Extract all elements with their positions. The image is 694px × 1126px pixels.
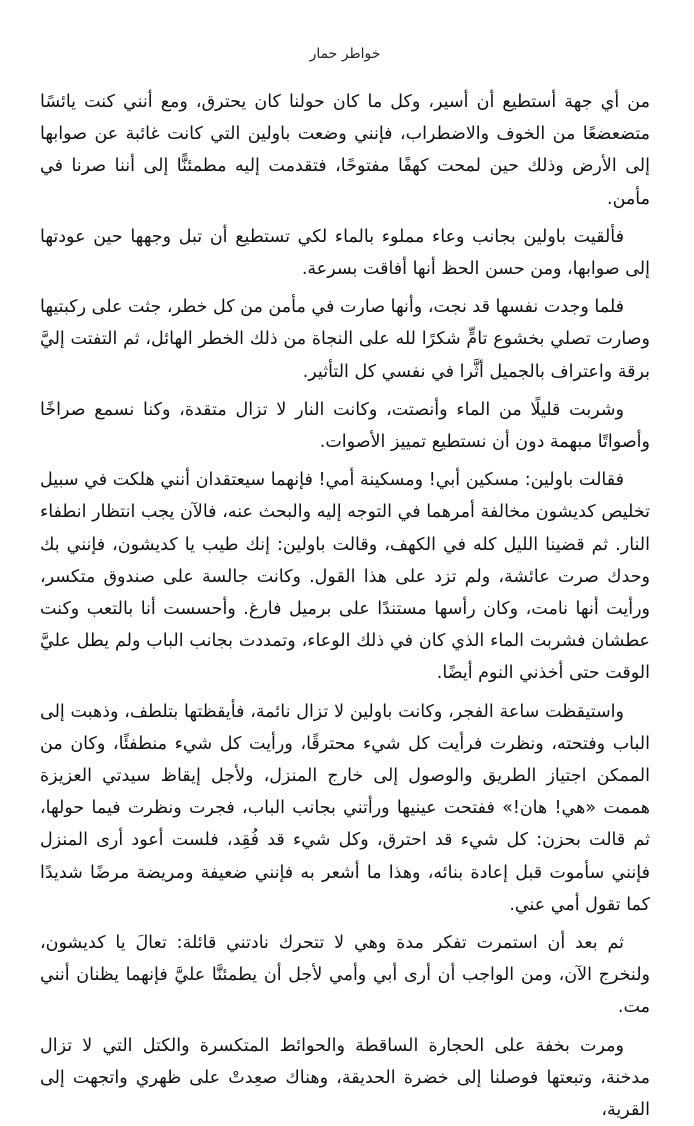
paragraph-3: فلما وجدت نفسها قد نجت، وأنها صارت في مأمن من كل خطر، جثت على ركبتيها وصارت تصلي بخشوع تامٍّ شكرًا لله على النجاة من ذلك الخطر الهائل، ثم التفتت إليَّ برقة واعتراف بالجميل أثَّرا في نفسي كل التأثير. [40, 297, 650, 382]
paragraph-7: ثم بعد أن استمرت تفكر مدة وهي لا تتحرك نادتني قائلة: تعالَ يا كديشون، ولنخرج الآن، ومن الواجب أن أرى أبي وأمي لأجل أن يطمئنَّا عليَّ فإنهما يظنان أنني مت. [40, 933, 650, 1018]
paragraph-2: فألقيت باولين بجانب وعاء مملوء بالماء لكي تستطيع أن تبل وجهها حين عودتها إلى صوابها، ومن حسن الحظ أنها أفاقت بسرعة. [40, 226, 650, 280]
paragraph-5: فقالت باولين: مسكين أبي! ومسكينة أمي! فإنهما سيعتقدان أنني هلكت في سبيل تخليص كديشون مخالفة أمرهما في التوجه إليه والبحث عنه، فالآن يجب انتظار انطفاء النار. ثم قضينا الليل كله في الكهف، وقالت باولين: إنك طيب يا كديشون، فإنني بك وحدك صرت عائشة، ولم تزد على هذا القول. وكانت جالسة على صندوق متكسر، ورأيت أنها نامت، وكان رأسها مستندًا على برميل فارغ. وأحسست أنا بالتعب وكنت عطشان فشربت الماء الذي كان في ذلك الوعاء، وتمددت بجانب الباب ولم يطل عليَّ الوقت حتى أخذني النوم أيضًا. [40, 470, 650, 684]
running-header: خواطر حمار [309, 46, 381, 62]
body-text [40, 86, 650, 1126]
paragraph-1: من أي جهة أستطيع أن أسير، وكل ما كان حولنا كان يحترق، ومع أنني كنت يائسًا متضعضعًا من الخوف والاضطراب، فإنني وضعت باولين التي كانت غائبة عن صوابها إلى الأرض وذلك حين لمحت كهفًا مفتوحًا، فتقدمت إليه مطمئنًّا إلى أننا صرنا في مأمن. [40, 92, 650, 209]
paragraph-8: ومرت بخفة على الحجارة الساقطة والحوائط المتكسرة والكتل التي لا تزال مدخنة، وتبعتها فوصلنا إلى خضرة الحديقة، وهناك صعِدتْ على ظهري واتجهت إلى القرية، [40, 1035, 650, 1121]
paragraph-6: واستيقظت ساعة الفجر، وكانت باولين لا تزال نائمة، فأيقظتها بتلطف، وذهبت إلى الباب وفتحته، ونظرت فرأيت كل شيء محترقًا، ورأيت كل شيء منطفئًا، وكان من الممكن اجتياز الطريق والوصول إلى خارج المنزل، ولأجل إيقاظ سيدتي العزيزة هممت «هي! هان!» ففتحت عينيها ورأتني بجانب الباب، فجرت ونظرت فيما حولها، ثم قالت بحزن: كل شيء قد احترق، وكل شيء قد فُقِد، فلست أعود أرى المنزل فإنني سأموت قبل إعادة بنائه، وهذا ما أشعر به فإنني ضعيفة ومريضة مرضًا شديدًا كما تقول أمي عني. [40, 701, 650, 915]
paragraph-4: وشربت قليلًا من الماء وأنصتت، وكانت النار لا تزال متقدة، وكنا نسمع صراخًا وأصواتًا مبهمة دون أن نستطيع تمييز الأصوات. [40, 399, 650, 453]
